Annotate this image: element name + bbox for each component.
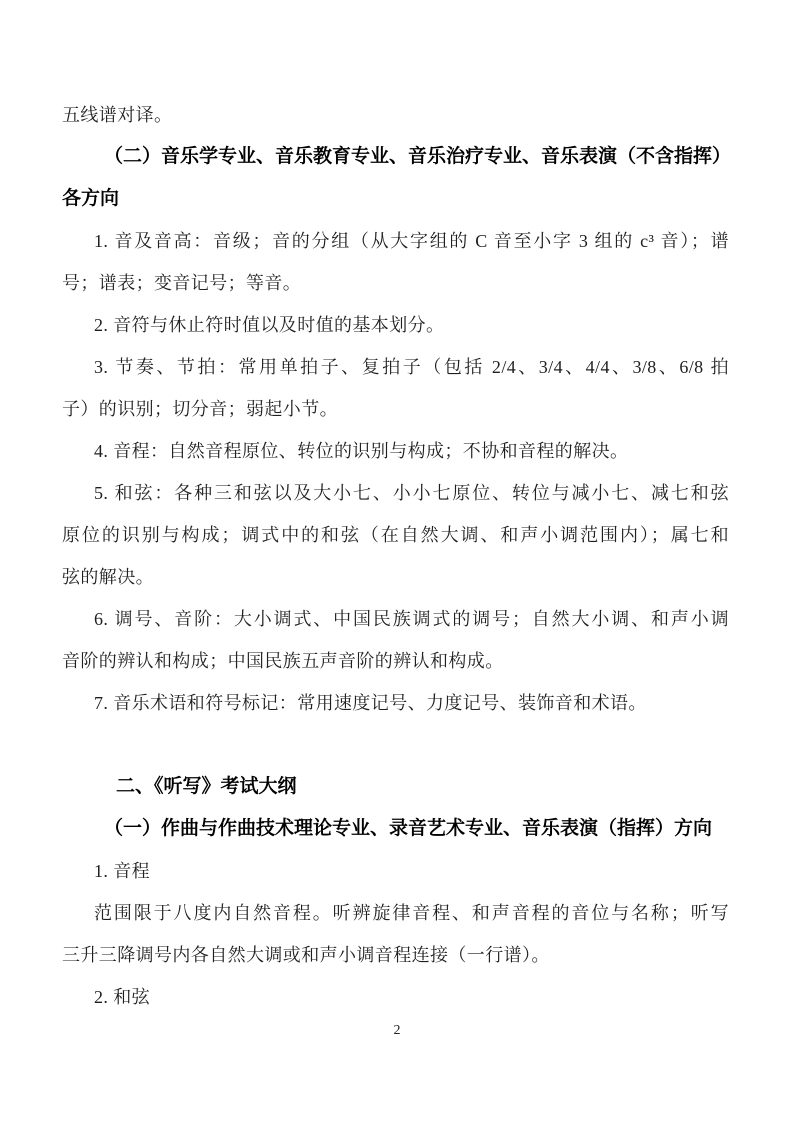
item-3-rhythm-meter: 3. 节奏、节拍：常用单拍子、复拍子（包括 2/4、3/4、4/4、3/8、6/8 拍 bbox=[94, 357, 729, 377]
item-1-pitch-cont: 号；谱表；变音记号；等音。 bbox=[62, 273, 302, 293]
page-number: 2 bbox=[393, 1023, 401, 1038]
item-5-chords-cont-2: 弦的解决。 bbox=[62, 567, 154, 587]
section-heading-musicology-majors: （二）音乐学专业、音乐教育专业、音乐治疗专业、音乐表演（不含指挥） bbox=[104, 146, 732, 167]
item-6-key-signatures-scales-cont: 音阶的辨认和构成；中国民族五声音阶的辨认和构成。 bbox=[62, 651, 504, 671]
item-4-intervals: 4. 音程：自然音程原位、转位的识别与构成；不协和音程的解决。 bbox=[94, 441, 629, 461]
item-5-chords: 5. 和弦：各种三和弦以及大小七、小小七原位、转位与减小七、减七和弦 bbox=[94, 483, 729, 503]
page-footer bbox=[0, 1022, 794, 1040]
section-heading-musicology-majors-cont: 各方向 bbox=[62, 188, 120, 209]
blank-line bbox=[62, 724, 729, 766]
item-6-key-signatures-scales: 6. 调号、音阶：大小调式、中国民族调式的调号；自然大小调、和声小调 bbox=[94, 609, 729, 629]
chapter-heading-dictation-outline: 二、《听写》考试大纲 bbox=[116, 776, 297, 797]
section-heading-composition-majors: （一）作曲与作曲技术理论专业、录音艺术专业、音乐表演（指挥）方向 bbox=[104, 818, 713, 839]
item-1-pitch: 1. 音及音高：音级；音的分组（从大字组的 C 音至小字 3 组的 c³ 音）；谱 bbox=[94, 231, 729, 251]
item-5-chords-cont: 原位的识别与构成；调式中的和弦（在自然大调、和声小调范围内）；属七和 bbox=[62, 525, 729, 545]
item-7-terms-symbols: 7. 音乐术语和符号标记：常用速度记号、力度记号、装饰音和术语。 bbox=[94, 693, 647, 713]
item-3-rhythm-meter-cont: 子）的识别；切分音；弱起小节。 bbox=[62, 399, 338, 419]
paragraph-interval-scope: 范围限于八度内自然音程。听辨旋律音程、和声音程的音位与名称；听写 bbox=[94, 903, 729, 923]
document-content bbox=[62, 94, 732, 1018]
item-1-interval-label: 1. 音程 bbox=[94, 861, 150, 881]
paragraph-interval-scope-cont: 三升三降调号内各自然大调或和声小调音程连接（一行谱）。 bbox=[62, 945, 550, 965]
item-2-chord-label: 2. 和弦 bbox=[94, 987, 150, 1007]
item-2-note-values: 2. 音符与休止符时值以及时值的基本划分。 bbox=[94, 315, 445, 335]
paragraph-notation-translation-tail: 五线谱对译。 bbox=[62, 105, 173, 125]
